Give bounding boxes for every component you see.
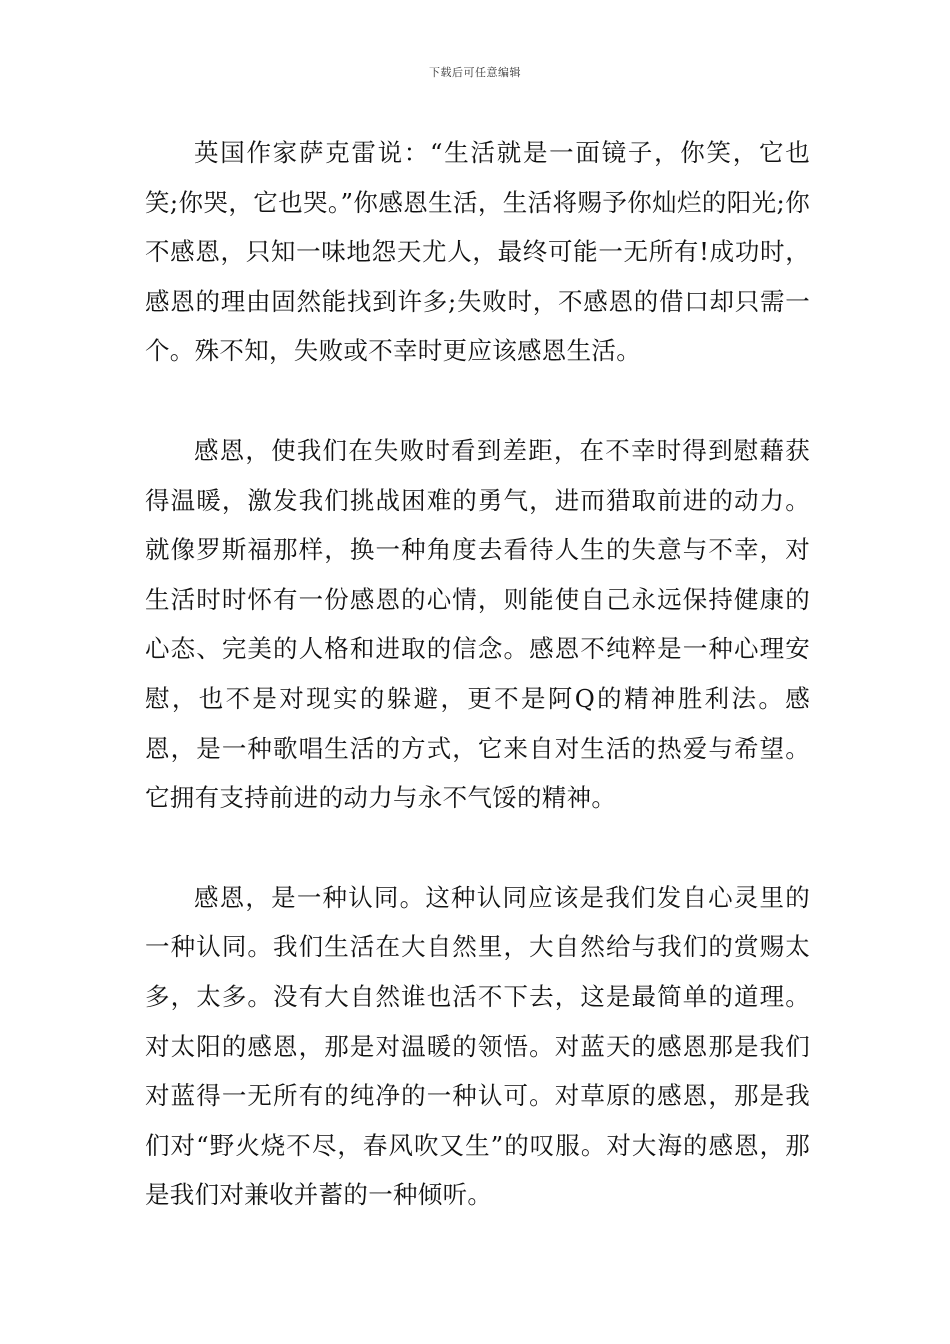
paragraph-1: 英国作家萨克雷说：“生活就是一面镜子，你笑，它也笑;你哭，它也哭。”你感恩生活，生活将赐予你灿烂的阳光;你不感恩，只知一味地怨天尤人，最终可能一无所有!成功时，感恩的理由固然能找到许多;失败时，不感恩的借口却只需一个。殊不知，失败或不幸时更应该感恩生活。 [145,138,810,366]
paragraph-gap [145,376,810,426]
page-header-note: 下载后可任意编辑 [429,66,521,79]
paragraph-2: 感恩，使我们在失败时看到差距，在不幸时得到慰藉获得温暖，激发我们挑战困难的勇气，进而猎取前进的动力。就像罗斯福那样，换一种角度去看待人生的失意与不幸，对生活时时怀有一份感恩的心情，则能使自己永远保持健康的心态、完美的人格和进取的信念。感恩不纯粹是一种心理安慰，也不是对现实的躲避，更不是阿Q的精神胜利法。感恩，是一种歌唱生活的方式，它来自对生活的热爱与希望。它拥有支持前进的动力与永不气馁的精神。 [145,435,810,813]
paragraph-3: 感恩，是一种认同。这种认同应该是我们发自心灵里的一种认同。我们生活在大自然里，大自然给与我们的赏赐太多，太多。没有大自然谁也活不下去，这是最简单的道理。对太阳的感恩，那是对温暖的领悟。对蓝天的感恩那是我们对蓝得一无所有的纯净的一种认可。对草原的感恩，那是我们对“野火烧不尽，春风吹又生”的叹服。对大海的感恩，那是我们对兼收并蓄的一种倾听。 [145,882,810,1210]
document-body [145,128,810,1220]
paragraph-gap [145,823,810,873]
